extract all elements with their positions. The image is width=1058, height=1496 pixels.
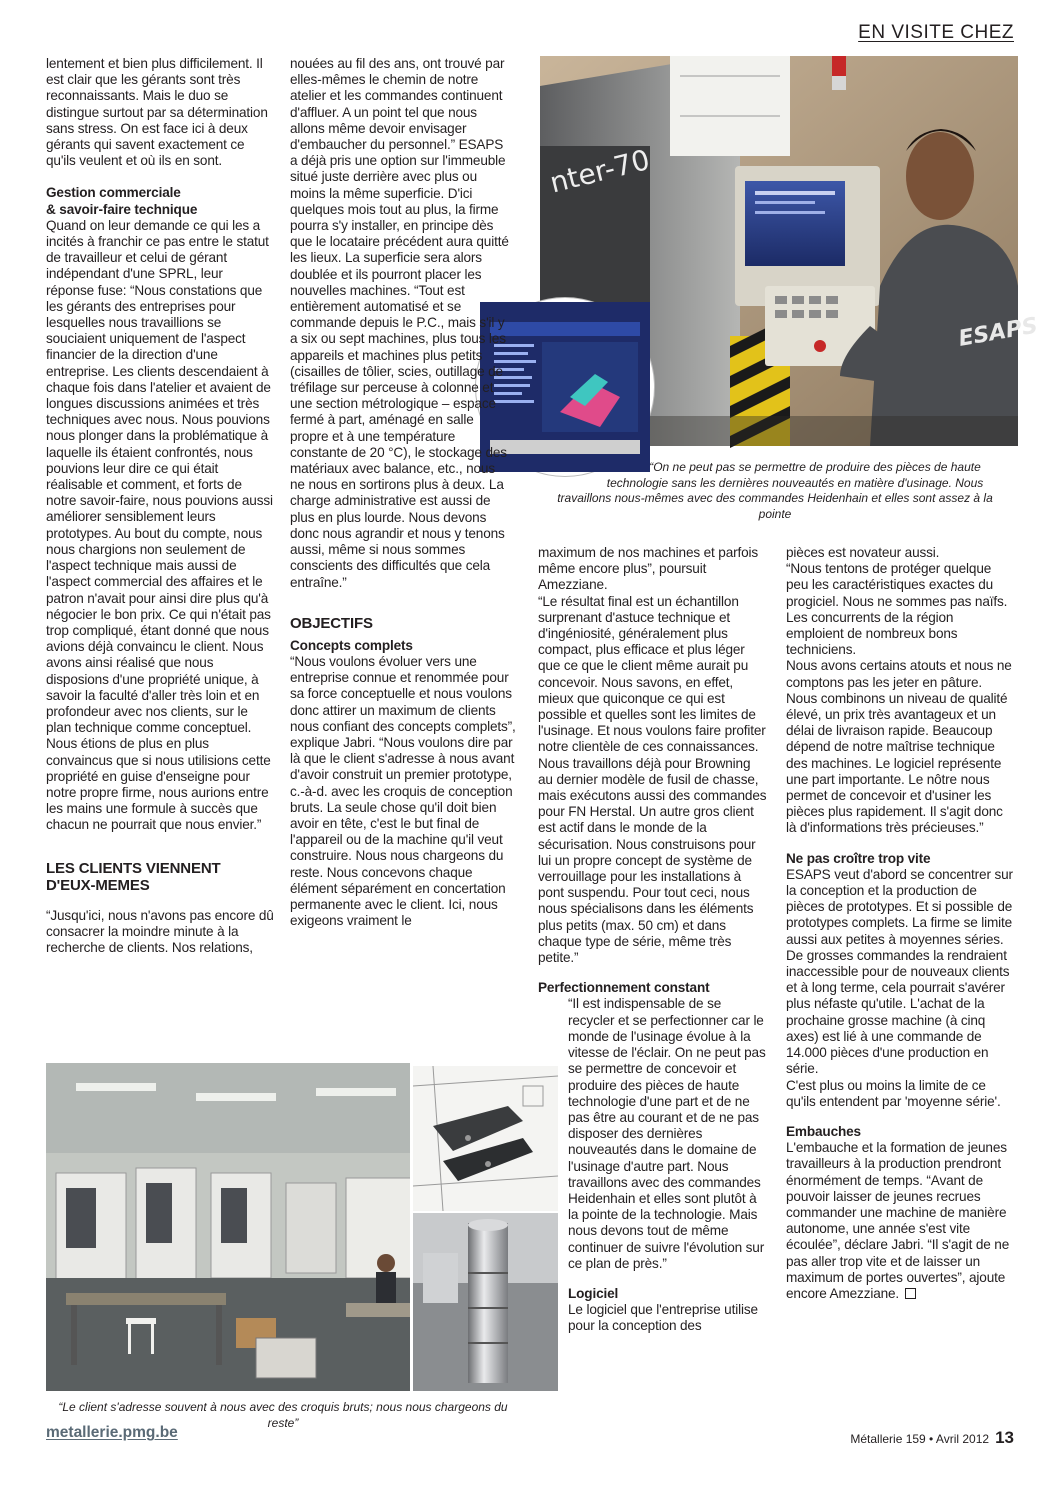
page-number: 13 — [995, 1428, 1014, 1447]
caption-bottom: “Le client s'adresse souvent à nous avec des croquis bruts; nous nous chargeons du reste” — [58, 1400, 508, 1430]
footer-issue-text: Métallerie 159 • Avril 2012 — [850, 1432, 990, 1446]
subheading-gestion — [46, 185, 274, 217]
subheading-perfectionnement: Perfectionnement constant — [538, 980, 710, 996]
caption-top-line1: “On ne peut pas se permettre de produire des pièces de haute — [649, 460, 981, 474]
col4-paragraph-2: “Nous tentons de protéger quelque peu les caractéristiques exactes du progiciel. Nous ne sommes pas naïfs. Les concurrents de la région emploient de nombreux bons techniciens. — [786, 561, 1008, 658]
subheading-embauches: Embauches — [786, 1123, 861, 1139]
col4-paragraph-1: pièces est novateur aussi. — [786, 545, 940, 560]
heading-clients-line1: LES CLIENTS VIENNENT — [46, 859, 221, 877]
col1-paragraph-3: “Jusqu'ici, nous n'avons pas encore dû consacrer la moindre minute à la recherche de clients. Nos relations, — [46, 907, 274, 955]
col2-paragraph-1: nouées au fil des ans, ont trouvé par elles-mêmes le chemin de notre atelier et les commandes continuent d'affluer. A un point tel que nous allons même devoir envisager d'embaucher du personnel.” ESAPS a déjà pris une option sur l'immeuble situé juste derrière avec plus ou moins la même superficie. D'ici quelques mois tout au plus, la firme pourra s'y installer, en principe dès que le locataire précédent aura quitté les lieux. La superficie sera alors doublée et ils pourront placer les nouvelles machines. “Tout est entièrement automatisé et se commande depuis le P.C., mais s'il y a six ou sept machines, plus tous les appareils et machines plus petits (cisailles de tôlier, scies, outillage de tréfilage sur perceuse à colonne et une section métrologique – espace fermé à part, aménagé en salle propre et à une température constante de 20 °C), le stockage des matériaux avec balance, etc., nous ne nous en sortirons plus à deux. La charge administrative est aussi de plus en plus lourde. Nous devons donc nous agrandir et nous y tenons aussi, même si nous sommes conscients des difficultés que cela entraîne.” — [290, 56, 509, 590]
heading-clients — [46, 860, 274, 894]
caption-top-line3: travaillons nous-mêmes avec des commandes Heidenhain et elles sont assez à la pointe — [557, 491, 993, 521]
column-3 — [538, 545, 768, 1335]
parts-on-drawing-image — [413, 1066, 558, 1211]
heading-objectifs: OBJECTIFS — [290, 614, 373, 632]
col3-paragraph-4: Le logiciel que l'entreprise utilise pour la conception des — [568, 1302, 758, 1334]
col3-paragraph-2: “Le résultat final est un échantillon surprenant d'astuce technique et d'ingéniosité, généralement plus compact, plus efficace et plus léger que ce que le client même aurait pu concevoir. Nous savons, en effet, mieux que quiconque ce qui est possible et quelles sont les limites de l'usinage. Et nous voulons faire profiter notre clientèle de ces connaissances. Nous travaillons déjà pour Browning au dernier modèle de fusil de chasse, mais exécutons aussi des commandes pour FN Herstal. Un autre gros client est actif dans le monde de la sécurisation. Nous construisons pour lui un propre concept de système de verrouillage pour les installations à pont suspendu. Pour tout ceci, nous nous spécialisons dans les éléments plus petits (max. 50 cm) et dans chaque type de série, même très petite.” — [538, 593, 767, 966]
col4-paragraph-3: Nous avons certains atouts et nous ne comptons pas les jeter en pâture. Nous combinons un niveau de qualité élevé, un prix très avantageux et un délai de livraison rapide. Beaucoup dépend de notre maîtrise technique des machines. Le logiciel représente une part importante. Le nôtre nous permet de concevoir et d'usiner les pièces plus rapidement. Il s'agit donc là d'informations très précieuses.” — [786, 658, 1012, 836]
section-tag: EN VISITE CHEZ — [858, 22, 1014, 43]
subheading-gestion-line2: & savoir-faire technique — [46, 201, 198, 217]
footer-site-link[interactable]: metallerie.pmg.be — [46, 1424, 178, 1441]
caption-top — [540, 460, 1010, 522]
column-4 — [786, 545, 1014, 1302]
col1-paragraph-2: Quand on leur demande ce qui les a incités à franchir ce pas entre le statut de travailleur et celui de gérant indépendant d'une SPRL, leur réponse fuse: “Nous constations que les gérants des entreprises pour lesquelles nous travaillions se souciaient uniquement de l'aspect financier de la direction d'une entreprise. Les clients descendaient à chaque fois dans l'atelier et avaient de longues discussions animées et très techniques avec nous. Nous pouvions nous plonger dans la problématique à laquelle ils étaient confrontés, nous pouvions leur dire ce qui était réalisable et comment, et forts de notre savoir-faire, nous pouvions aussi améliorer sensiblement leurs prototypes. Au bout du compte, nous nous chargions non seulement de l'aspect technique mais aussi de l'aspect commercial des affaires et le patron n'avait pour ainsi dire plus qu'à négocier le bon prix. Ce qui n'était pas trop compliqué, étant donné que nous avions déjà convaincu le client. Nous avons ainsi réalisé que nous disposions d'une propriété unique, à savoir la faculté d'aller très loin et en profondeur avec nos clients, sur le plan technique comme conceptuel. Nous étions de plus en plus convaincus que si nous utilisions cette propriété en guise d'enseigne pour notre propre firme, nous aurions entre les mains une formule à succès que chacun ne pourrait que nous envier.” — [46, 217, 273, 833]
photo-parts-drawing — [410, 1063, 561, 1214]
shirt-logo: ESAPS — [956, 313, 1040, 352]
caption-top-line2: technologie sans les dernières nouveautés en matière d'usinage. Nous — [606, 475, 984, 490]
subheading-gestion-line1: Gestion commerciale — [46, 185, 181, 201]
column-1 — [46, 56, 274, 956]
machine-label: nter-70 — [546, 143, 653, 200]
metal-part-image — [413, 1213, 558, 1391]
subheading-croitre: Ne pas croître trop vite — [786, 850, 931, 866]
subheading-logiciel: Logiciel — [568, 1285, 619, 1301]
col3-paragraph-1: maximum de nos machines et parfois même encore plus”, poursuit Amezziane. — [538, 545, 759, 593]
col4-paragraph-4: ESAPS veut d'abord se concentrer sur la conception et la production de pièces de prototypes. Et si possible de prototypes complets. La firme se limite aussi aux petites à moyennes séries. De grosses commandes la rendraient inaccessible pour de nouveaux clients et à long terme, cela pourrait s'avérer plus néfaste qu'utile. L'achat de la prochaine grosse machine (à cinq axes) est lié à une commande de 14.000 pièces d'une production en série. — [786, 866, 1013, 1077]
col4-paragraph-6 — [786, 1140, 1014, 1302]
col3-paragraph-3: “Il est indispensable de se recycler et se perfectionner car le monde de l'usinage évolue à la vitesse de l'éclair. On ne peut pas se permettre de concevoir et produire des pièces de haute technologie d'une part et de ne pas être au courant et de ne pas disposer des dernières nouveautés dans le domaine de l'usinage d'autre part. Nous travaillons avec des commandes Heidenhain et elles sont plutôt à la pointe de la technologie. Mais nous devons tout de même continuer de suivre l'évolution sur ce plan de près.” — [568, 996, 766, 1271]
end-mark-icon — [905, 1288, 916, 1299]
col4-paragraph-5: C'est plus ou moins la limite de ce qu'ils entendent par 'moyenne série'. — [786, 1077, 1001, 1109]
subheading-concepts: Concepts complets — [290, 637, 413, 653]
photo-metal-part — [410, 1213, 561, 1394]
column-2 — [290, 56, 520, 929]
heading-clients-line2: D'EUX-MEMES — [46, 876, 150, 894]
col2-paragraph-2: “Nous voulons évoluer vers une entreprise connue et renommée pour sa force conceptuelle et nous voulons donc attirer un maximum de clients nous confiant des concepts complets”, explique Jabri. “Nous voulons dire par là que le client s'adresse à nous avant d'avoir construit un premier prototype, c.-à-d. avec les croquis de conception bruts. La seule chose qu'il doit bien avoir en tête, c'est le but final de l'appareil ou de la machine qu'il veut construire. Nous nous chargeons du reste. Nous concevons chaque élément séparément en concertation permanente avec le client. Ici, nous exigeons vraiment le — [290, 653, 516, 929]
col1-paragraph-1: lentement et bien plus difficilement. Il est clair que les gérants sont très reconnaissants. Mais le duo se distingue surtout par sa détermination sans stress. On est face ici à deux gérants qui savent exactement ce qu'ils veulent et où ils en sont. — [46, 56, 268, 169]
footer-issue — [850, 1428, 1014, 1448]
col4-paragraph-6-text: L'embauche et la formation de jeunes travailleurs à la production prendront énormément de temps. “Avant de pouvoir laisser de jeunes recrues commander une machine de manière autonome, une année s'est vite écoulée”, déclare Jabri. “Il s'agit de ne pas aller trop vite et de laisser un maximum de portes ouvertes”, ajoute encore Amezziane. — [786, 1140, 1010, 1301]
